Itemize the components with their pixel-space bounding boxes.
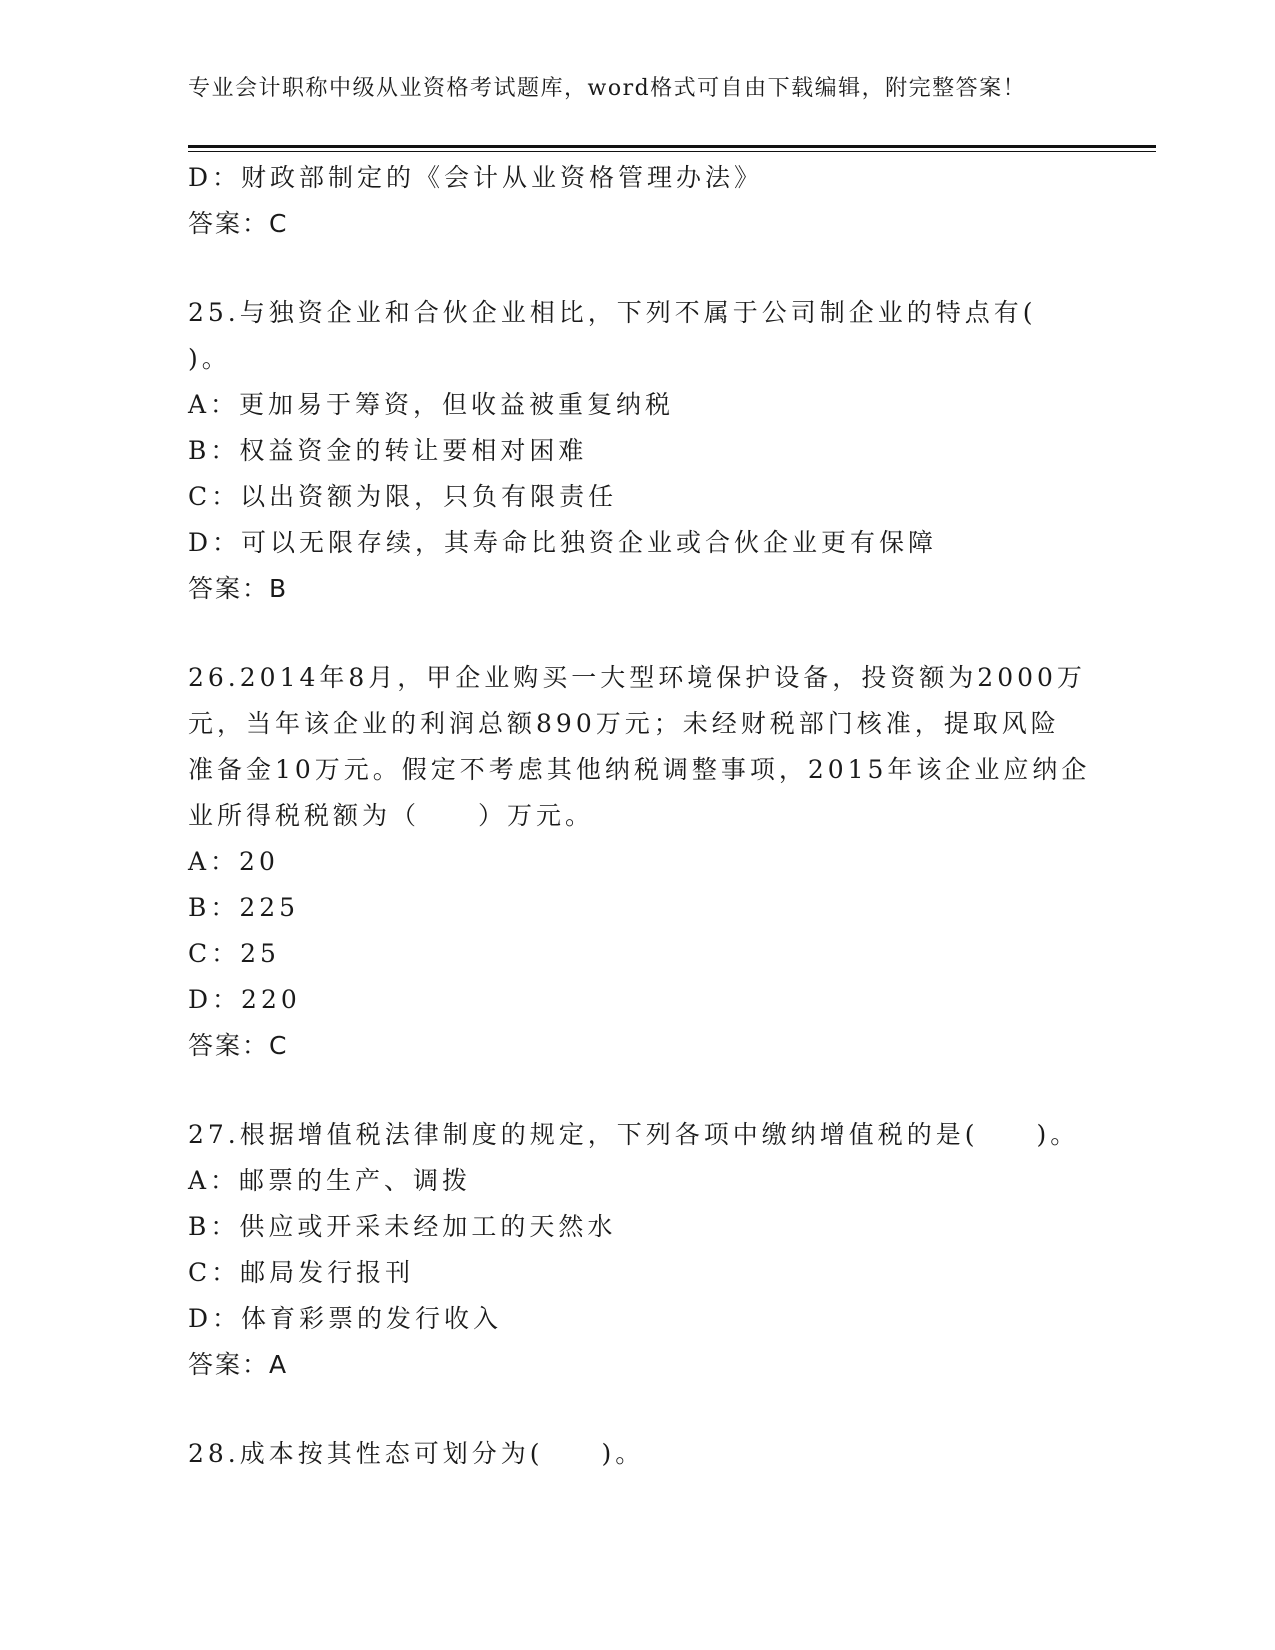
answer: 答案：C xyxy=(188,1031,289,1060)
option-a: A：20 xyxy=(188,847,279,876)
answer: 答案：C xyxy=(188,209,289,238)
option-d: D：体育彩票的发行收入 xyxy=(188,1304,503,1333)
option-d: D：财政部制定的《会计从业资格管理办法》 xyxy=(188,163,764,192)
question-28 xyxy=(188,1431,1088,1477)
header-rule-thin xyxy=(188,151,1156,152)
option-c: C：25 xyxy=(188,939,280,968)
question-stem: 准备金10万元。假定不考虑其他纳税调整事项，2015年该企业应纳企 xyxy=(188,755,1091,784)
spacer xyxy=(188,1069,1088,1112)
spacer xyxy=(188,1388,1088,1431)
question-stem: 业所得税税额为（ ）万元。 xyxy=(188,801,595,830)
option-b: B：供应或开采未经加工的天然水 xyxy=(188,1212,617,1241)
option-b: B：权益资金的转让要相对困难 xyxy=(188,436,588,465)
answer: 答案：B xyxy=(188,574,289,603)
option-c: C：以出资额为限，只负有限责任 xyxy=(188,482,618,511)
answer: 答案：A xyxy=(188,1350,289,1379)
question-stem: 28.成本按其性态可划分为( )。 xyxy=(188,1439,645,1468)
question-list xyxy=(188,155,1091,1477)
question-stem: 25.与独资企业和合伙企业相比，下列不属于公司制企业的特点有( xyxy=(188,298,1037,327)
option-d: D：220 xyxy=(188,985,301,1014)
question-stem: 元，当年该企业的利润总额890万元；未经财税部门核准，提取风险 xyxy=(188,709,1060,738)
question-26 xyxy=(188,655,1091,1069)
option-d: D：可以无限存续，其寿命比独资企业或合伙企业更有保障 xyxy=(188,528,938,557)
question-24 xyxy=(188,155,1088,247)
option-a: A：更加易于筹资，但收益被重复纳税 xyxy=(188,390,675,419)
question-25 xyxy=(188,290,1088,612)
option-c: C：邮局发行报刊 xyxy=(188,1258,415,1287)
spacer xyxy=(188,612,1088,655)
option-a: A：邮票的生产、调拨 xyxy=(188,1166,472,1195)
page-header: 专业会计职称中级从业资格考试题库，word格式可自由下载编辑，附完整答案！ xyxy=(188,76,1027,101)
option-b: B：225 xyxy=(188,893,300,922)
question-stem: 26.2014年8月，甲企业购买一大型环境保护设备，投资额为2000万 xyxy=(188,663,1086,692)
spacer xyxy=(188,247,1088,290)
question-stem: 27.根据增值税法律制度的规定，下列各项中缴纳增值税的是( )。 xyxy=(188,1120,1080,1149)
header-rule-thick xyxy=(188,145,1156,148)
question-27 xyxy=(188,1112,1088,1388)
question-stem: )。 xyxy=(188,344,231,373)
